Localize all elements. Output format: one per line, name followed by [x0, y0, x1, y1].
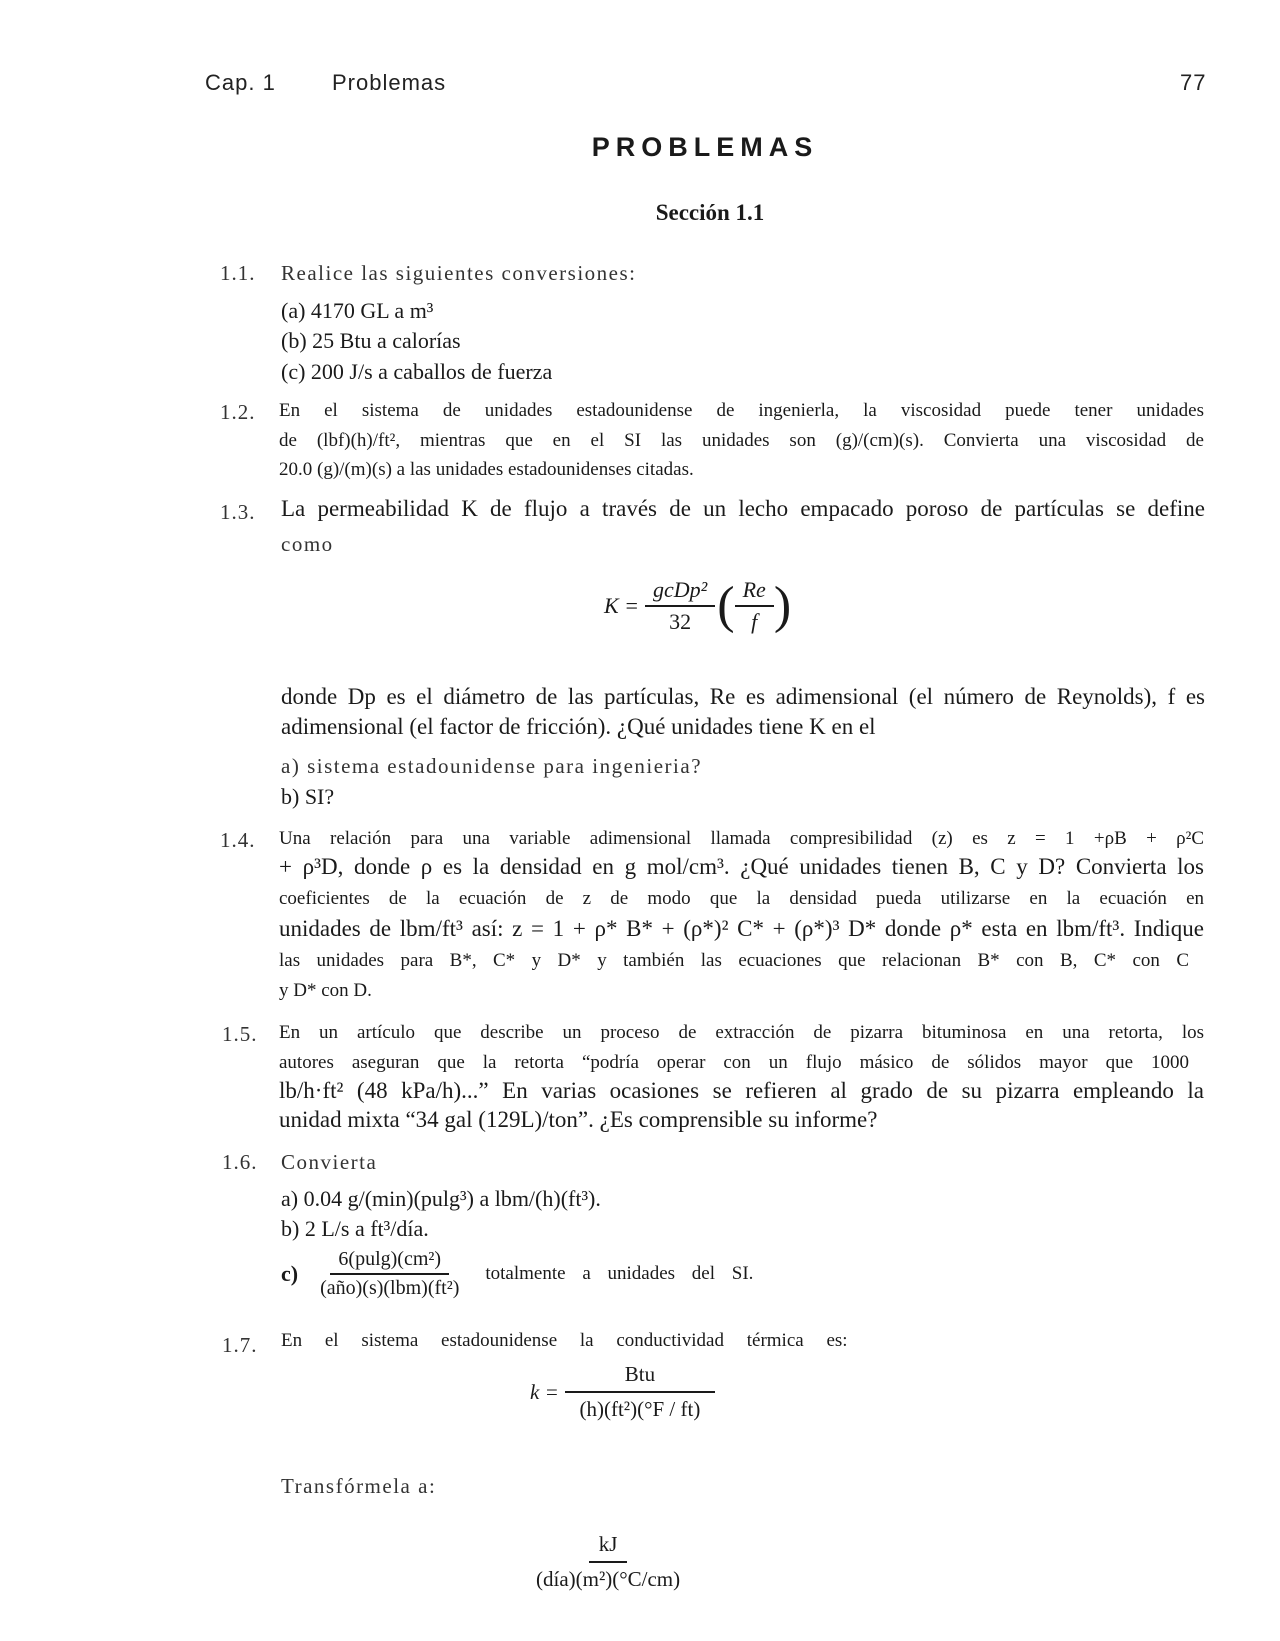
formula-paren-fraction — [735, 577, 774, 635]
problem-line: Una relación para una variable adimensional llamada compresibilidad (z) es z = 1 +ρB + ρ²C — [279, 828, 1204, 849]
item-c — [281, 1248, 753, 1300]
formula-lhs: K = — [604, 592, 640, 618]
section-name: Problemas — [332, 70, 447, 95]
problem-line: las unidades para B*, C* y D* y también las ecuaciones que relacionan B* con B, C* con C — [279, 950, 1189, 971]
item-c-fraction — [312, 1248, 467, 1300]
page-title: PROBLEMAS — [591, 132, 819, 162]
item-b: b) SI? — [281, 784, 335, 809]
problem-number: 1.2. — [220, 400, 256, 424]
problem-number: 1.1. — [220, 261, 256, 285]
problem-line: unidad mixta “34 gal (129L)/ton”. ¿Es comprensible su informe? — [279, 1107, 878, 1132]
problem-line: En el sistema de unidades estadounidense de ingenierla, la viscosidad puede tener unidades — [279, 400, 1204, 421]
formula-numerator: Btu — [565, 1362, 715, 1393]
problem-number: 1.5. — [222, 1022, 258, 1046]
section-heading: Sección 1.1 — [655, 200, 765, 225]
conductivity-formula — [530, 1362, 715, 1422]
formula-denominator: (h)(ft²)(°F / ft) — [579, 1397, 701, 1421]
problem-line: y D* con D. — [279, 980, 372, 1001]
target-units-formula — [528, 1532, 688, 1592]
problem-line: adimensional (el factor de fricción). ¿Qué unidades tiene K en el — [281, 714, 876, 739]
permeability-formula: K = $\frac{\text{gcDp²}}{32}$ ( $\frac{Re}{f}$ ) — [604, 576, 792, 634]
problem-number: 1.6. — [222, 1150, 258, 1174]
formula-fraction — [528, 1532, 688, 1592]
formula-numerator: kJ — [589, 1532, 628, 1563]
formula-fraction — [565, 1362, 715, 1422]
problem-line: unidades de lbm/ft³ así: z = 1 + ρ* B* + (ρ*)² C* + (ρ*)³ D* donde ρ* esta en lbm/ft³. Indique — [279, 916, 1204, 941]
problem-line: como — [281, 532, 334, 556]
formula-paren-denominator: f — [751, 608, 758, 634]
problem-line: lb/h·ft² (48 kPa/h)...” En varias ocasiones se refieren al grado de su pizarra empleando la — [279, 1078, 1204, 1103]
item-a: a) sistema estadounidense para ingenieria? — [281, 754, 703, 778]
item-c-denominator: (año)(s)(lbm)(ft²) — [320, 1277, 460, 1299]
item-a: a) 0.04 g/(min)(pulg³) a lbm/(h)(ft³). — [281, 1186, 601, 1211]
page-number: 77 — [1180, 70, 1207, 95]
problem-line: coeficientes de la ecuación de z de modo que la densidad pueda utilizarse en la ecuación en — [279, 888, 1204, 909]
problem-line: + ρ³D, donde ρ es la densidad en g mol/cm³. ¿Qué unidades tienen B, C y D? Convierta los — [279, 854, 1204, 879]
item-c: (c) 200 J/s a caballos de fuerza — [281, 359, 553, 384]
formula-denominator: 32 — [669, 608, 692, 634]
item-c-label: c) — [281, 1261, 299, 1286]
formula-numerator: gcDp² — [645, 577, 715, 607]
chapter-label: Cap. 1 — [205, 70, 276, 95]
item-b: b) 2 L/s a ft³/día. — [281, 1216, 429, 1241]
problem-number: 1.4. — [220, 828, 256, 852]
problem-line: La permeabilidad K de flujo a través de un lecho empacado poroso de partículas se define — [281, 496, 1205, 521]
problem-line: autores aseguran que la retorta “podría operar con un flujo másico de sólidos mayor que 1000 — [279, 1052, 1189, 1073]
problem-line: de (lbf)(h)/ft², mientras que en el SI las unidades son (g)/(cm)(s). Convierta una viscosidad de — [279, 430, 1204, 451]
item-c-text: totalmente a unidades del SI. — [485, 1263, 754, 1284]
formula-denominator: (día)(m²)(°C/cm) — [536, 1567, 681, 1591]
formula-lhs: k = — [530, 1379, 559, 1404]
formula-paren-numerator: Re — [735, 577, 774, 607]
item-b: (b) 25 Btu a calorías — [281, 328, 461, 353]
transform-label: Transfórmela a: — [281, 1474, 437, 1498]
item-a: (a) 4170 GL a m³ — [281, 298, 434, 323]
problem-intro: Realice las siguientes conversiones: — [281, 261, 637, 285]
problem-line: 20.0 (g)/(m)(s) a las unidades estadounidenses citadas. — [279, 459, 694, 480]
problem-number: 1.3. — [220, 500, 256, 524]
formula-fraction — [645, 577, 715, 635]
item-c-numerator: 6(pulg)(cm²) — [330, 1248, 449, 1275]
problem-line: En un artículo que describe un proceso de extracción de pizarra bituminosa en una retorta, los — [279, 1022, 1204, 1043]
problem-intro: Convierta — [281, 1150, 378, 1174]
problem-number: 1.7. — [222, 1333, 258, 1357]
problem-intro: En el sistema estadounidense la conductividad térmica es: — [281, 1330, 848, 1351]
problem-line: donde Dp es el diámetro de las partículas, Re es adimensional (el número de Reynolds), f es — [281, 684, 1205, 709]
